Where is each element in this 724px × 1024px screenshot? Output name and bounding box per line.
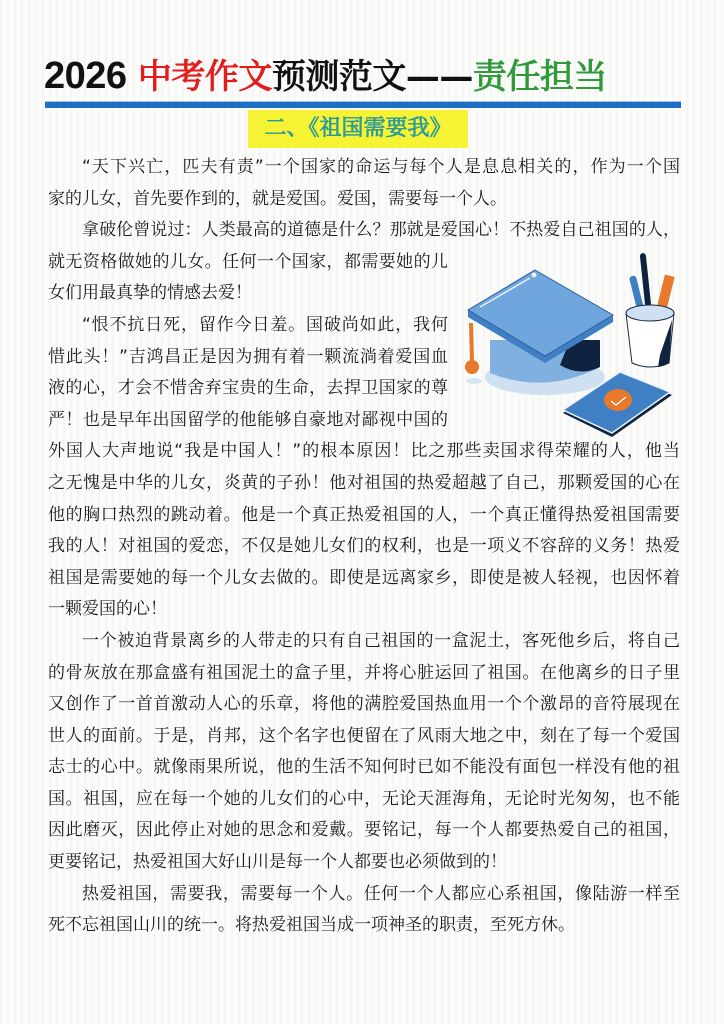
- paragraph-line: 祖国是需要她的每一个儿女去做的。即使是远离家乡，即使是被人轻视，也因怀着: [48, 567, 680, 588]
- paragraph-line: 他的胸口热烈的跳动着。他是一个真正热爱祖国的人，一个真正懂得热爱祖国需要: [48, 504, 680, 525]
- paragraph-line: “天下兴亡，匹夫有责”一个国家的命运与每个人是息息相关的，作为一个国: [82, 157, 680, 177]
- essay-paragraph: [48, 626, 680, 879]
- title-green: 责任担当: [472, 57, 607, 97]
- paragraph-line: 之无愧是中华的儿女，炎黄的子孙！他对祖国的热爱超越了自己，那颗爱国的心在: [48, 472, 680, 493]
- graduation-cap-icon: [465, 270, 613, 395]
- paragraph-line: 一个被迫背景离乡的人带走的只有自己祖国的一盒泥土，客死他乡后，将自己: [82, 630, 680, 651]
- paragraph-line: 世人的面前。于是，肖邦，这个名字也便留在了风雨大地之中，刻在了每一个爱国: [48, 725, 680, 746]
- paragraph-line: 国。祖国，应在每一个她的儿女们的心中，无论天涯海角，无论时光匆匆，也不能: [48, 788, 680, 809]
- essay-subtitle: 二、《祖国需要我》: [248, 110, 468, 148]
- paragraph-line: 女们用最真挚的情感去爱！: [48, 283, 252, 304]
- paragraph-line: 家的儿女，首先要作到的，就是爱国。爱国，需要每一个人。: [48, 188, 507, 209]
- pencil-cup-icon: [626, 253, 675, 367]
- paragraph-line: 的骨灰放在那盒盛有祖国泥土的盒子里，并将心脏运回了祖国。在他离乡的日子里: [48, 662, 680, 683]
- paragraph-line: 志士的心中。就像雨果所说，他的生活不知何时已如不能没有面包一样没有他的祖: [48, 757, 680, 778]
- paragraph-line: 液的心，才会不惜舍弃宝贵的生命，去捍卫国家的尊: [48, 378, 448, 399]
- paragraph-line: “恨不抗日死，留作今日羞。国破尚如此，我何: [82, 314, 448, 335]
- title-year: 2026: [44, 55, 127, 97]
- essay-paragraph: [48, 879, 680, 942]
- title-black: 预测范文——: [271, 57, 473, 97]
- paragraph-line: 一颗爱国的心！: [48, 599, 167, 620]
- paragraph-line: 更要铭记，热爱祖国大好山川是每一个人都要也必须做到的！: [48, 852, 507, 873]
- title-divider: [45, 101, 681, 108]
- page-title: [44, 52, 684, 100]
- paragraph-line: 外国人大声地说“我是中国人！”的根本原因！比之那些卖国求得荣耀的人，他当: [48, 441, 680, 462]
- paragraph-line: 惜此头！”吉鸿昌正是因为拥有着一颗流淌着爱国血: [48, 346, 448, 367]
- paragraph-line: 又创作了一首首激动人心的乐章，将他的满腔爱国热血用一个个激昂的音符展现在: [48, 694, 680, 715]
- paragraph-line: 热爱祖国，需要我，需要每一个人。任何一个人都应心系祖国，像陆游一样至: [82, 883, 680, 904]
- paragraph-line: 严！也是早年出国留学的他能够自豪地对鄙视中国的: [48, 409, 448, 430]
- paragraph-line: 就无资格做她的儿女。任何一个国家，都需要她的儿: [48, 251, 448, 272]
- paragraph-line: 拿破伦曾说过：人类最高的道德是什么？那就是爱国心！不热爱自己祖国的人，: [82, 220, 680, 241]
- paragraph-line: 我的人！对祖国的爱恋，不仅是她儿女们的权利，也是一项义不容辞的义务！热爱: [48, 536, 680, 557]
- paragraph-line: 因此磨灭，因此停止对她的思念和爱戴。要铭记，每一个人都要热爱自己的祖国，: [48, 820, 680, 841]
- essay-paragraph: [48, 152, 680, 215]
- education-illustration: [460, 245, 690, 445]
- title-red: 中考作文: [137, 57, 272, 97]
- paragraph-line: 死不忘祖国山川的统一。将热爱祖国当成一项神圣的职责，至死方休。: [48, 915, 575, 936]
